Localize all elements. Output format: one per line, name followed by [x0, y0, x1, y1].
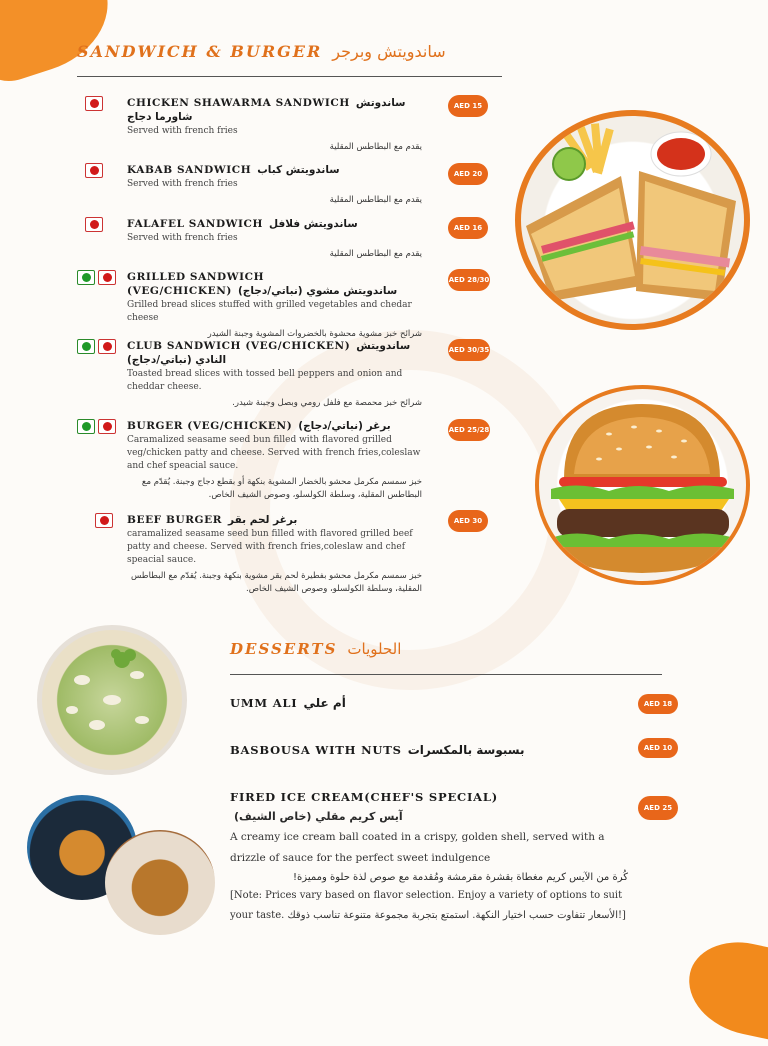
item-name-ar: ساندويتش النادي (نباتي/دجاج) [127, 340, 411, 366]
veg-icon [77, 270, 95, 285]
price-note: [Note: Prices vary based on flavor selection. Enjoy a variety of options to suit your taste. الأسعار تتفاوت حسب اختيار النكهة. استمتع بتجربة مجموعة متنوعة تناسب ذوقك!] [230, 890, 626, 921]
menu-item [77, 270, 422, 341]
price-badge: AED 10 [638, 738, 678, 758]
dessert-description: A creamy ice cream ball coated in a crispy, golden shell, served with a drizzle of sauce for the perfect sweet indulgence [230, 831, 605, 864]
umm-ali-photo [37, 625, 187, 775]
non-veg-icon [98, 270, 116, 285]
item-description: Served with french fries [127, 126, 238, 136]
item-name-ar: ساندويتش مشوي (نباتي/دجاج) [237, 285, 398, 297]
item-description: Caramalized seasame seed bun filled with flavored grilled veg/chicken patty and cheese. Served with french fries,coleslaw and chef speacial sauce. [127, 435, 421, 471]
dessert-item [230, 790, 628, 926]
dessert-item [230, 743, 630, 757]
item-description-ar: خبز سمسم مكرمل محشو بالخضار المشوية بنكهة أو بقطع دجاج وجبنة. يُقدّم مع البطاطس المقلية، وسلطة الكولسلو، وصوص الشيف الخاص. [141, 477, 422, 500]
item-description: Served with french fries [127, 233, 238, 243]
item-name: BURGER (VEG/CHICKEN) [127, 420, 293, 432]
item-name-ar: ساندويتش كباب [257, 164, 340, 176]
dessert-name: UMM ALI [230, 696, 298, 710]
decorative-splash-bottom-right [680, 933, 768, 1046]
menu-item [77, 96, 422, 154]
item-description-ar: يقدم مع البطاطس المقلية [329, 195, 422, 205]
menu-item [77, 419, 422, 502]
price-badge: AED 15 [448, 95, 488, 117]
item-description-ar: خبز سمسم مكرمل محشو بفطيرة لحم بقر مشوية بنكهة وجبنة. يُقدّم مع البطاطس المقلية، وسلطة الكولسلو، وصوص الشيف الخاص. [130, 571, 422, 594]
non-veg-icon [85, 163, 103, 178]
price-badge: AED 25 [638, 796, 678, 820]
item-name-ar: ساندويتش فلافل [269, 218, 358, 230]
desserts-section-header [230, 640, 401, 658]
club-sandwich-photo [515, 110, 750, 330]
menu-item [77, 339, 422, 410]
non-veg-icon [98, 419, 116, 434]
menu-item [77, 513, 422, 596]
item-name-ar: ساندوتش شاورما دجاج [127, 97, 406, 123]
dessert-description-ar: كُرة من الآيس كريم مغطاة بقشرة مقرمشة ومُقدمة مع صوص لذة حلوة ومميزة! [293, 872, 628, 883]
item-description: Grilled bread slices stuffed with grilled vegetables and chedar cheese [127, 300, 412, 323]
sandwich-section-header [77, 42, 446, 61]
price-badge: AED 28/30 [448, 269, 490, 291]
non-veg-icon [95, 513, 113, 528]
item-name-ar: برغر لحم بقر [228, 514, 298, 526]
section-divider [230, 674, 662, 675]
burger-image [539, 389, 746, 581]
club-sandwich-image [521, 116, 744, 324]
price-badge: AED 25/28 [448, 419, 490, 441]
dessert-name-ar: آيس كريم مقلي (خاص الشيف) [234, 810, 403, 823]
non-veg-icon [85, 217, 103, 232]
item-name: CLUB SANDWICH (VEG/CHICKEN) [127, 340, 351, 352]
item-name-ar: برغر (نباتي/دجاج) [298, 420, 391, 432]
item-name: FALAFEL SANDWICH [127, 218, 264, 230]
item-name: GRILLED SANDWICH (VEG/CHICKEN) [127, 271, 265, 297]
price-badge: AED 20 [448, 163, 488, 185]
price-badge: AED 30 [448, 510, 488, 532]
burger-photo [535, 385, 750, 585]
non-veg-icon [85, 96, 103, 111]
item-description-ar: يقدم مع البطاطس المقلية [329, 142, 422, 152]
item-name: BEEF BURGER [127, 514, 223, 526]
veg-icon [77, 339, 95, 354]
price-badge: AED 30/35 [448, 339, 490, 361]
non-veg-icon [98, 339, 116, 354]
menu-item [77, 163, 422, 207]
item-name: KABAB SANDWICH [127, 164, 252, 176]
item-description: Served with french fries [127, 179, 238, 189]
desserts-section-title-ar: الحلويات [347, 640, 402, 658]
section-divider [77, 76, 502, 77]
item-name: CHICKEN SHAWARMA SANDWICH [127, 97, 350, 109]
dessert-item [230, 696, 630, 710]
item-description-ar: شرائح خبز مشوية محشوة بالخضروات المشوية وجبنة الشيدر [207, 329, 422, 339]
desserts-section-title: DESSERTS [230, 640, 338, 658]
sandwich-section-title: SANDWICH & BURGER [77, 42, 323, 61]
dessert-name: FIRED ICE CREAM(CHEF'S SPECIAL) [230, 790, 498, 804]
menu-item [77, 217, 422, 261]
item-description: Toasted bread slices with tossed bell peppers and onion and cheddar cheese. [127, 369, 403, 392]
dessert-name-ar: أم علي [303, 696, 346, 710]
dessert-name: BASBOUSA WITH NUTS [230, 743, 402, 757]
sandwich-section-title-ar: ساندويتش وبرجر [332, 42, 446, 61]
umm-ali-image [42, 630, 182, 770]
price-badge: AED 16 [448, 217, 488, 239]
item-description-ar: شرائح خبز محمصة مع فلفل رومي وبصل وجبنة شيدر. [232, 398, 422, 408]
veg-icon [77, 419, 95, 434]
price-badge: AED 18 [638, 694, 678, 714]
item-description-ar: يقدم مع البطاطس المقلية [329, 249, 422, 259]
fried-ice-cream-photo-closeup [105, 830, 215, 935]
dessert-name-ar: بسبوسة بالمكسرات [407, 743, 525, 757]
item-description: caramalized seasame seed bun filled with flavored grilled beef patty and cheese. Served with french fries,coleslaw and chef speacial sauce. [127, 529, 413, 565]
